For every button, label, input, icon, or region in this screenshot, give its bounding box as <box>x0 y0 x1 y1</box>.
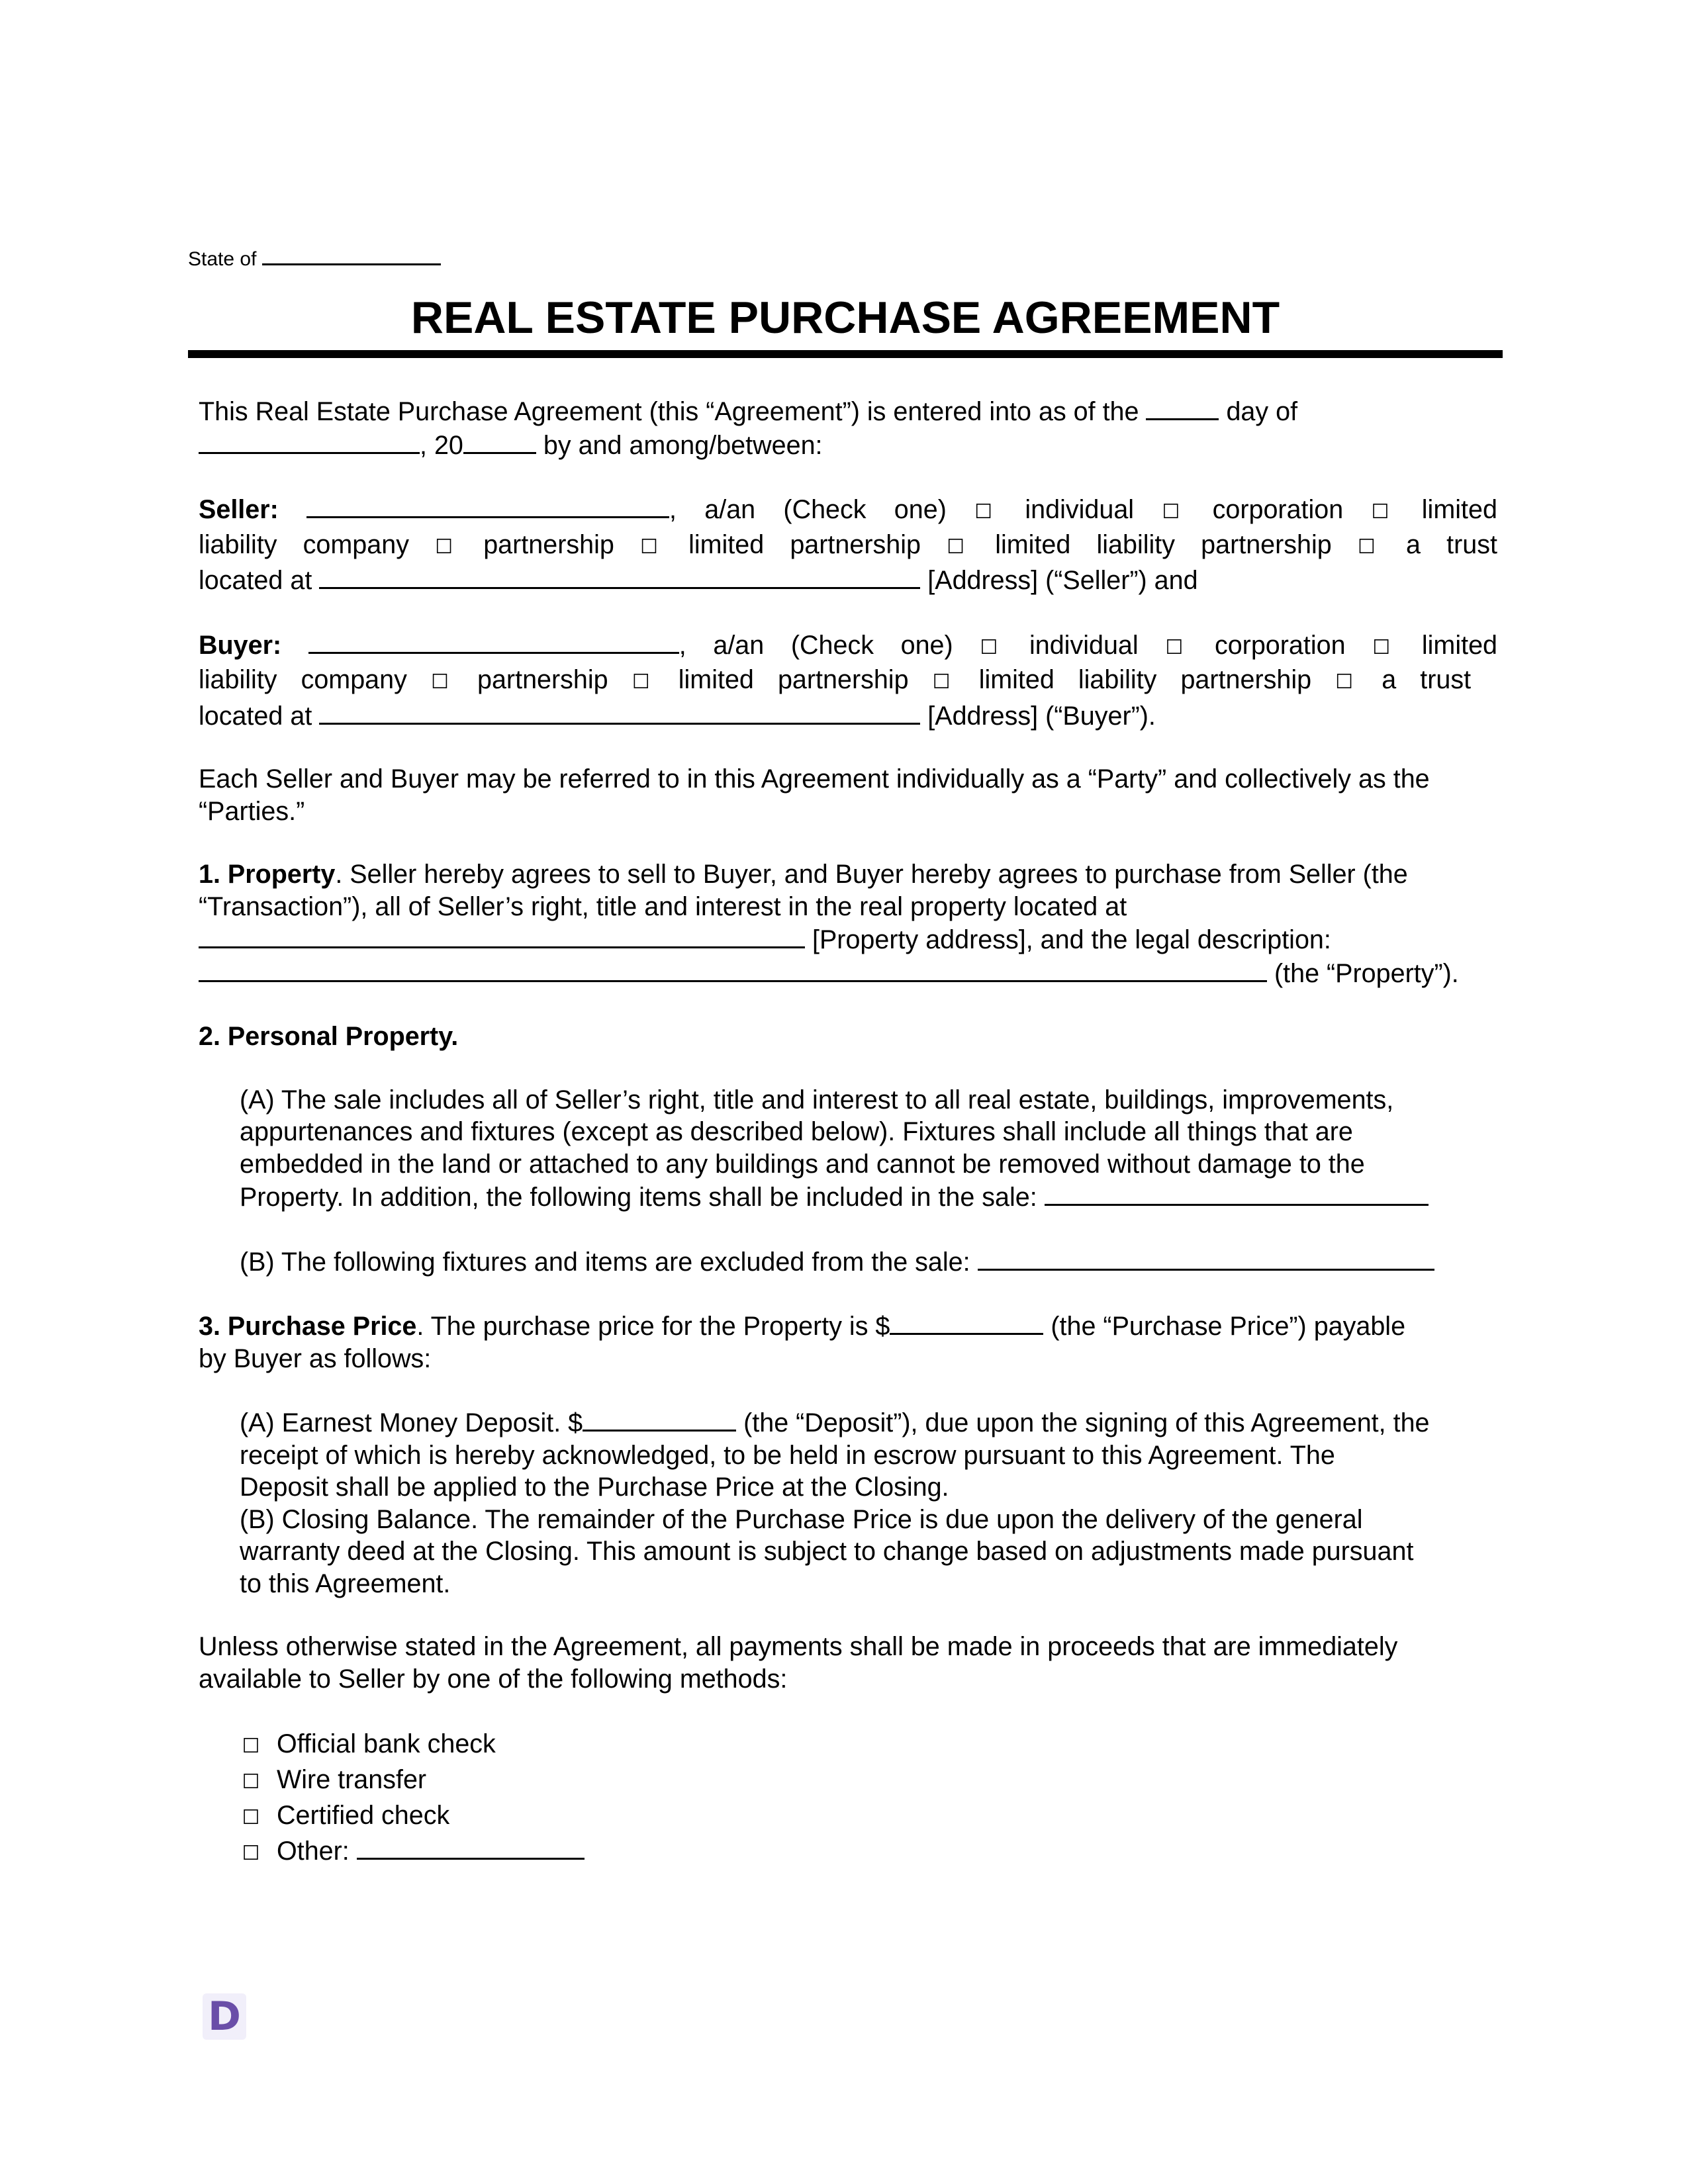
other-method-blank[interactable] <box>357 1834 585 1860</box>
section-text: (A) The sale includes all of Seller’s right, title and interest to all real estate, buildings, improvements, <box>240 1085 1394 1115</box>
seller-lp-checkbox[interactable]: ☐ <box>639 535 658 559</box>
excluded-items-blank[interactable] <box>978 1245 1434 1271</box>
buyer-partnership-checkbox[interactable]: ☐ <box>430 670 449 694</box>
section-heading: 1. Property <box>199 860 336 889</box>
section-text: receipt of which is hereby acknowledged, to be held in escrow pursuant to this Agreement. The <box>240 1440 1335 1470</box>
seller-line-3 <box>199 563 1497 597</box>
by-among-text: by and among/between: <box>543 430 823 460</box>
section-text: available to Seller by one of the following methods: <box>199 1664 788 1694</box>
option-label: limited partnership <box>688 529 921 559</box>
section-text: (A) Earnest Money Deposit. $ <box>240 1408 583 1437</box>
section-text: warranty deed at the Closing. This amount is subject to change based on adjustments made pursuant <box>240 1537 1414 1566</box>
option-label: individual <box>1029 630 1139 660</box>
seller-tail: (“Seller”) and <box>1045 566 1198 595</box>
option-label: individual <box>1025 495 1135 524</box>
address-text: [Address] <box>927 566 1039 595</box>
buyer-llp-checkbox[interactable]: ☐ <box>932 670 951 694</box>
section-text: (the “Purchase Price”) payable <box>1051 1312 1406 1341</box>
section-text: . The purchase price for the Property is $ <box>416 1312 890 1341</box>
title-divider <box>188 350 1503 358</box>
method-label: Other: <box>277 1837 350 1866</box>
certified-check-checkbox[interactable]: ☐ <box>242 1806 260 1829</box>
option-label: a trust <box>1406 529 1497 559</box>
buyer-block <box>199 628 1497 733</box>
seller-block <box>199 492 1497 597</box>
payment-method-item <box>240 1797 1497 1833</box>
buyer-lp-checkbox[interactable]: ☐ <box>632 670 650 694</box>
property-address-blank[interactable] <box>199 923 805 948</box>
state-label: State of <box>188 248 257 270</box>
purchase-price-blank[interactable] <box>890 1309 1043 1335</box>
option-label: limited liability partnership <box>995 529 1332 559</box>
buyer-label: Buyer: <box>199 630 282 660</box>
day-blank[interactable] <box>1146 394 1219 420</box>
section2-b-line <box>240 1245 1497 1279</box>
option-label: corporation <box>1212 495 1344 524</box>
payment-methods-section <box>199 1631 1497 1869</box>
option-label: liability company <box>199 665 407 694</box>
option-label: partnership <box>483 529 614 559</box>
located-at-text: located at <box>199 701 312 731</box>
option-label: limited <box>1421 630 1498 660</box>
method-label: Wire transfer <box>277 1765 427 1794</box>
option-label: partnership <box>477 665 608 694</box>
method-label: Official bank check <box>277 1729 496 1758</box>
option-label: liability company <box>199 529 409 559</box>
parties-paragraph: Each Seller and Buyer may be referred to in this Agreement individually as a “Party” and collectively as the “Parties.” <box>199 764 1430 826</box>
option-label: corporation <box>1214 630 1346 660</box>
section-text: (B) The following fixtures and items are excluded from the sale: <box>240 1247 970 1277</box>
official-bank-check-checkbox[interactable]: ☐ <box>242 1735 260 1758</box>
buyer-corporation-checkbox[interactable]: ☐ <box>1165 635 1184 659</box>
section1-line-4 <box>199 956 1497 990</box>
section-text: [Property address], and the legal description: <box>812 925 1331 954</box>
aan-text: , a/an (Check one) <box>679 630 953 660</box>
day-of-text: day of <box>1226 397 1298 426</box>
method-label: Certified check <box>277 1801 450 1830</box>
payment-method-item <box>240 1833 1497 1869</box>
other-method-checkbox[interactable]: ☐ <box>242 1842 260 1865</box>
legal-description-blank[interactable] <box>199 956 1267 982</box>
located-at-text: located at <box>199 566 312 595</box>
section-text: (the “Property”). <box>1274 958 1459 988</box>
seller-line-2 <box>199 529 1497 564</box>
seller-label: Seller: <box>199 495 279 524</box>
aan-text: , a/an (Check one) <box>669 495 947 524</box>
agreement-body <box>199 394 1497 1869</box>
section-text: Unless otherwise stated in the Agreement, all payments shall be made in proceeds that are immediately <box>199 1632 1398 1661</box>
state-line <box>188 246 441 271</box>
brand-logo-icon: D <box>203 1993 246 2040</box>
section3-a <box>199 1406 1497 1600</box>
section-text: Deposit shall be applied to the Purchase Price at the Closing. <box>240 1473 949 1502</box>
buyer-line-2 <box>199 664 1497 699</box>
year-blank[interactable] <box>463 428 536 454</box>
intro-paragraph <box>199 394 1497 461</box>
address-text: [Address] <box>927 701 1039 731</box>
section-heading: 2. Personal Property. <box>199 1022 459 1051</box>
buyer-line-1 <box>199 628 1497 664</box>
section-text: (B) Closing Balance. The remainder of the Purchase Price is due upon the delivery of the general <box>240 1504 1363 1534</box>
wire-transfer-checkbox[interactable]: ☐ <box>242 1770 260 1794</box>
section-text: appurtenances and fixtures (except as described below). Fixtures shall include all things that are <box>240 1117 1353 1146</box>
payment-method-item <box>240 1762 1497 1797</box>
month-blank[interactable] <box>199 428 420 454</box>
seller-trust-checkbox[interactable]: ☐ <box>1357 535 1376 559</box>
section3-line-1 <box>199 1309 1497 1343</box>
buyer-name-blank[interactable] <box>308 628 679 654</box>
seller-address-blank[interactable] <box>319 563 920 589</box>
buyer-address-blank[interactable] <box>319 699 920 725</box>
included-items-blank[interactable] <box>1045 1180 1429 1206</box>
section-text: . Seller hereby agrees to sell to Buyer, and Buyer hereby agrees to purchase from Seller (the <box>335 860 1408 889</box>
section-text: by Buyer as follows: <box>199 1343 432 1373</box>
section3-a-line-1 <box>240 1406 1497 1439</box>
section-text: embedded in the land or attached to any buildings and cannot be removed without damage to the <box>240 1149 1365 1179</box>
buyer-individual-checkbox[interactable]: ☐ <box>980 635 998 659</box>
section2-a-last <box>240 1180 1497 1214</box>
option-label: a trust <box>1382 665 1472 694</box>
buyer-llc-checkbox[interactable]: ☐ <box>1372 635 1391 659</box>
option-label: limited partnership <box>678 665 909 694</box>
section-purchase-price <box>199 1309 1497 1600</box>
seller-individual-checkbox[interactable]: ☐ <box>974 500 993 523</box>
seller-llp-checkbox[interactable]: ☐ <box>947 535 964 559</box>
seller-partnership-checkbox[interactable]: ☐ <box>435 535 453 559</box>
year-prefix: , 20 <box>420 430 463 460</box>
seller-corporation-checkbox[interactable]: ☐ <box>1162 500 1180 523</box>
section-heading: 3. Purchase Price <box>199 1312 417 1341</box>
document-title: REAL ESTATE PURCHASE AGREEMENT <box>410 293 1280 343</box>
section1-line-1 <box>199 858 1497 891</box>
buyer-trust-checkbox[interactable]: ☐ <box>1335 670 1354 694</box>
seller-name-blank[interactable] <box>306 492 669 518</box>
section2-a <box>199 1084 1497 1214</box>
intro-text: This Real Estate Purchase Agreement (this “Agreement”) is entered into as of the <box>199 397 1139 426</box>
section-text: to this Agreement. <box>240 1569 451 1598</box>
state-blank[interactable] <box>262 246 441 265</box>
section-personal-property <box>199 1021 1497 1278</box>
option-label: limited <box>1421 495 1497 524</box>
buyer-tail: (“Buyer”). <box>1045 701 1156 731</box>
section-text: “Transaction”), all of Seller’s right, title and interest in the real property located at <box>199 891 1127 921</box>
seller-llc-checkbox[interactable]: ☐ <box>1371 500 1389 523</box>
section2-b <box>199 1245 1497 1279</box>
section-property <box>199 858 1497 989</box>
section-text: Property. In addition, the following items shall be included in the sale: <box>240 1183 1037 1212</box>
payment-methods-list <box>199 1726 1497 1869</box>
option-label: limited liability partnership <box>978 665 1312 694</box>
deposit-blank[interactable] <box>583 1406 736 1432</box>
payment-method-item <box>240 1726 1497 1762</box>
buyer-line-3 <box>199 699 1497 733</box>
section-text: (the “Deposit”), due upon the signing of this Agreement, the <box>743 1408 1430 1437</box>
seller-line-1 <box>199 492 1497 529</box>
section1-line-3 <box>199 923 1497 956</box>
